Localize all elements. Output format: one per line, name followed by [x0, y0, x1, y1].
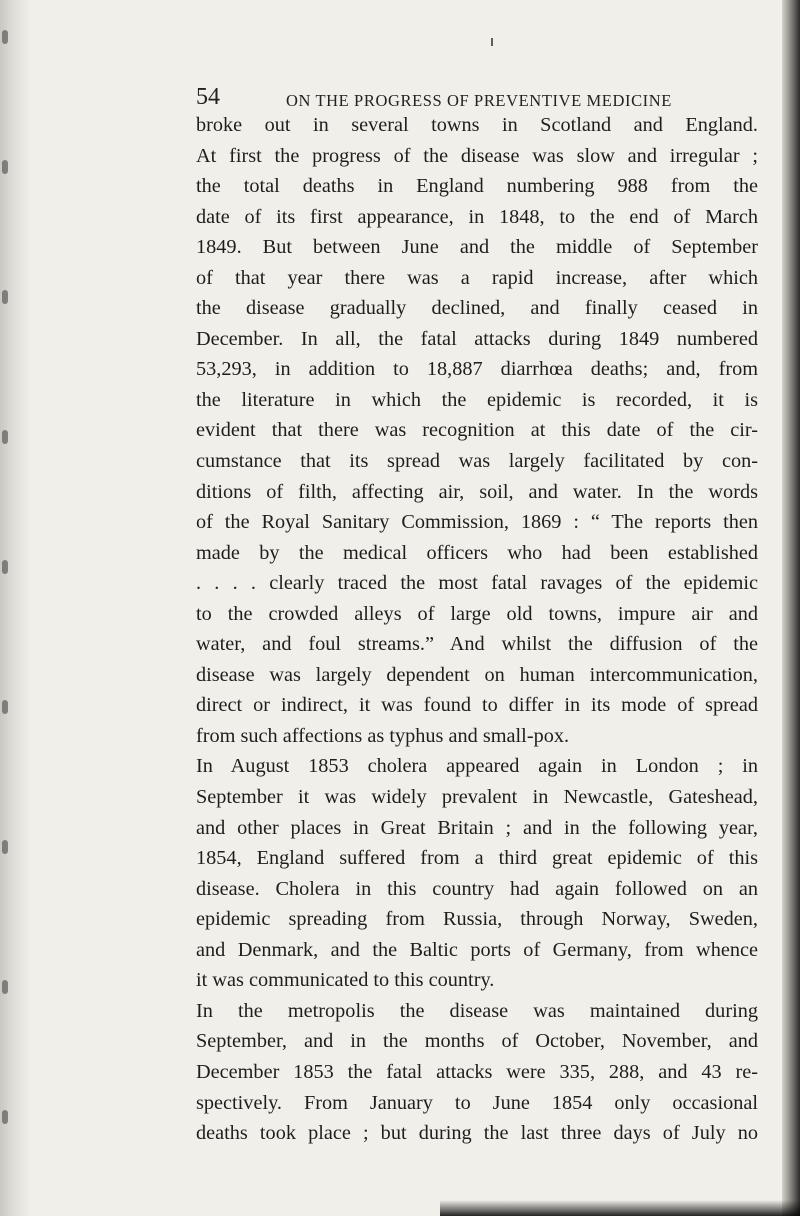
text-line: it was communicated to this country. [196, 969, 495, 992]
print-mark [491, 38, 493, 46]
edge-mark [2, 30, 8, 44]
text-line: At first the progress of the disease was slow and irregular ; [196, 144, 758, 167]
edge-mark [2, 160, 8, 174]
text-line: disease. Cholera in this country had again followed on an [196, 877, 758, 900]
text-line: December 1853 the fatal attacks were 335, 288, and 43 re- [196, 1060, 758, 1083]
text-line: epidemic spreading from Russia, through Norway, Sweden, [196, 908, 758, 931]
text-line: evident that there was recognition at this date of the cir- [196, 419, 758, 442]
text-line: broke out in several towns in Scotland and England. [196, 114, 758, 136]
page-left-edge [0, 0, 30, 1216]
text-line: made by the medical officers who had been established [196, 541, 758, 564]
page-bottom-shadow [440, 1200, 800, 1216]
text-line: deaths took place ; but during the last three days of July no [196, 1122, 758, 1145]
text-line: spectively. From January to June 1854 only occasional [196, 1091, 758, 1114]
text-line: 1849. But between June and the middle of September [196, 236, 758, 259]
text-line: date of its first appearance, in 1848, to the end of March [196, 205, 758, 228]
edge-mark [2, 290, 8, 304]
text-line: December. In all, the fatal attacks during 1849 numbered [196, 327, 758, 350]
text-line: ditions of filth, affecting air, soil, and water. In the words [196, 480, 758, 503]
text-line: September, and in the months of October, November, and [196, 1030, 758, 1053]
text-line: of the Royal Sanitary Commission, 1869 : “ The reports then [196, 511, 758, 534]
text-line: September it was widely prevalent in Newcastle, Gateshead, [196, 786, 758, 809]
text-line: water, and foul streams.” And whilst the diffusion of the [196, 633, 758, 656]
edge-mark [2, 430, 8, 444]
running-title: ON THE PROGRESS OF PREVENTIVE MEDICINE [286, 91, 672, 110]
text-line: In August 1853 cholera appeared again in London ; in [196, 755, 758, 778]
text-line: 53,293, in addition to 18,887 diarrhœa deaths; and, from [196, 358, 758, 381]
edge-mark [2, 840, 8, 854]
edge-mark [2, 700, 8, 714]
edge-mark [2, 980, 8, 994]
text-line: the total deaths in England numbering 988 from the [196, 175, 758, 198]
page-number: 54 [196, 84, 220, 110]
body-text [196, 110, 758, 1149]
text-line: . . . . clearly traced the most fatal ravages of the epidemic [196, 572, 758, 595]
text-line: In the metropolis the disease was maintained during [196, 999, 758, 1022]
text-line: and other places in Great Britain ; and in the following year, [196, 816, 758, 839]
text-line: disease was largely dependent on human intercommunication, [196, 663, 758, 686]
text-line: cumstance that its spread was largely facilitated by con- [196, 450, 758, 473]
page-right-edge-shadow [782, 0, 800, 1216]
text-line: of that year there was a rapid increase, after which [196, 266, 758, 289]
text-line: from such affections as typhus and small-pox. [196, 724, 570, 747]
text-line: to the crowded alleys of large old towns, impure air and [196, 602, 758, 625]
text-line: 1854, England suffered from a third great epidemic of this [196, 847, 758, 870]
text-line: and Denmark, and the Baltic ports of Germany, from whence [196, 938, 758, 961]
text-line: the disease gradually declined, and finally ceased in [196, 297, 758, 320]
edge-mark [2, 1110, 8, 1124]
edge-mark [2, 560, 8, 574]
text-line: direct or indirect, it was found to differ in its mode of spread [196, 694, 758, 717]
text-line: the literature in which the epidemic is recorded, it is [196, 388, 758, 411]
